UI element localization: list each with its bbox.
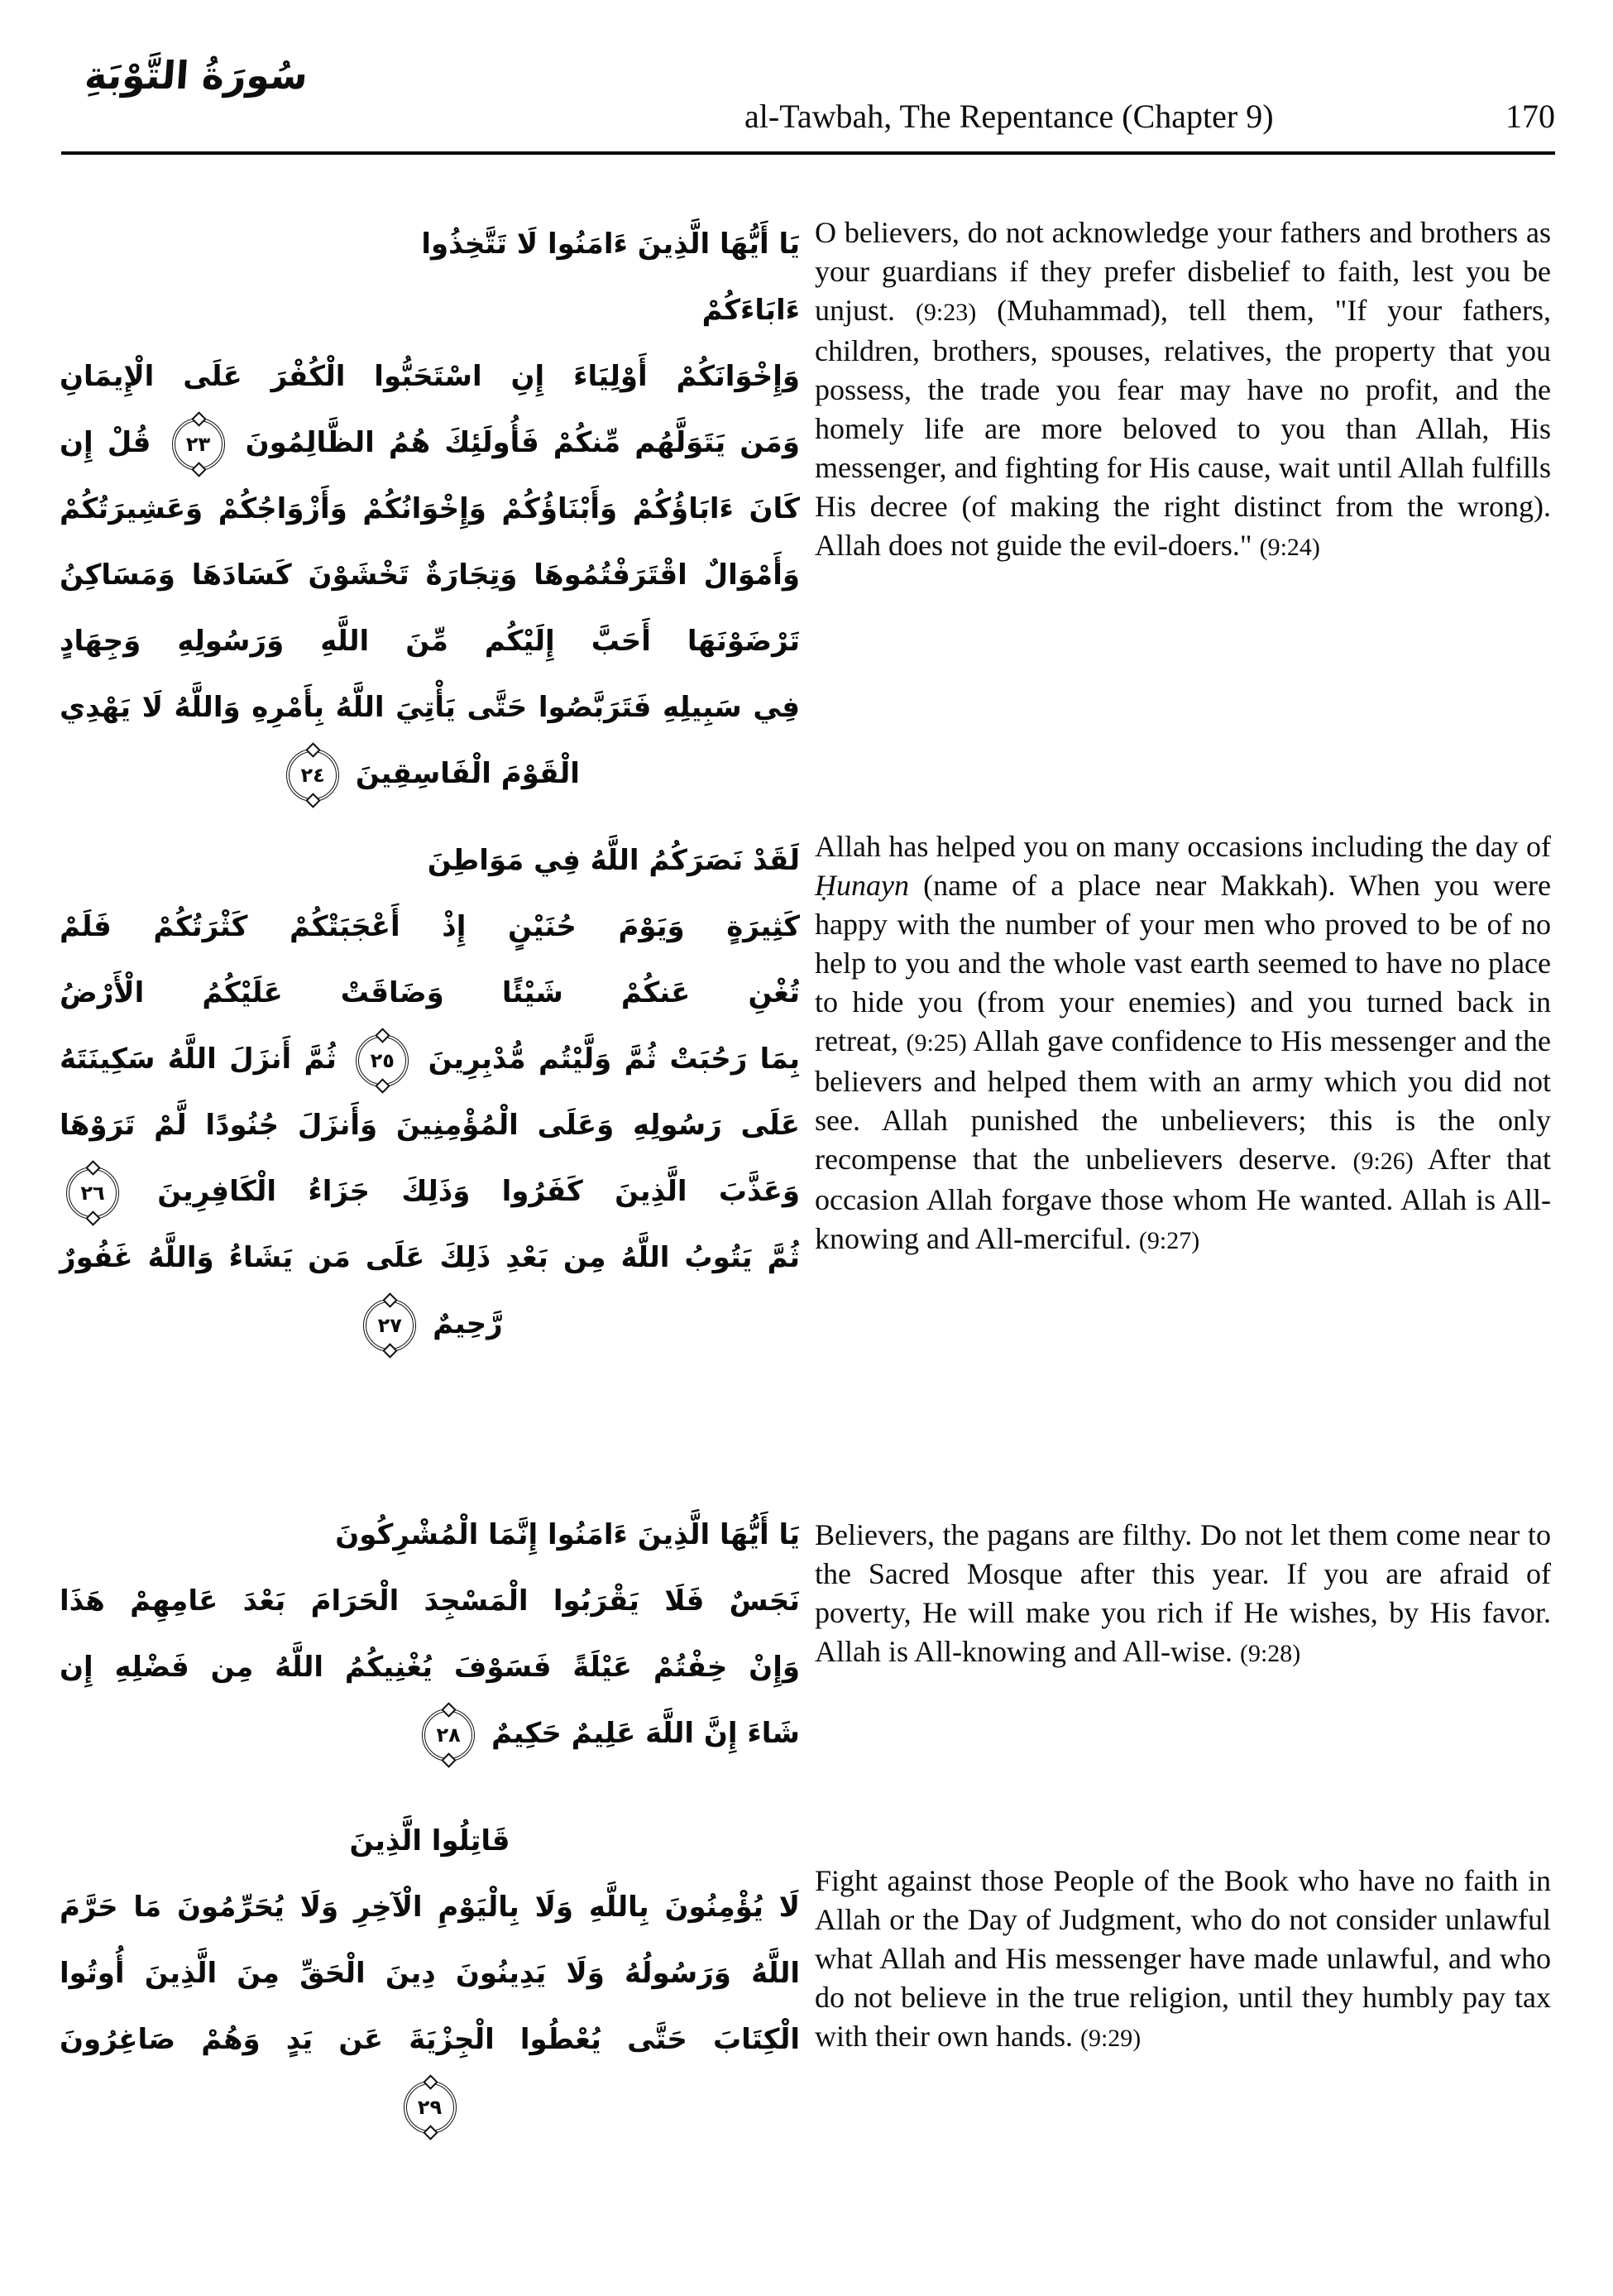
arabic-line: لَقَدْ نَصَرَكُمُ اللَّهُ فِي مَوَاطِنَ xyxy=(427,844,800,877)
arabic-verse-block-4 xyxy=(60,1808,800,2139)
english-column xyxy=(815,0,1551,2296)
arabic-line: يَا أَيُّهَا الَّذِينَ ءَامَنُوا إِنَّمَا الْمُشْرِكُونَ xyxy=(335,1518,800,1551)
arabic-verse-block-1 xyxy=(60,211,800,807)
arabic-line: اللَّهُ وَرَسُولُهُ وَلَا يَدِينُونَ دِينَ الْحَقِّ مِنَ الَّذِينَ أُوتُوا xyxy=(60,1957,800,1990)
arabic-line: لَا يُؤْمِنُونَ بِاللَّهِ وَلَا بِالْيَوْمِ الْآخِرِ وَلَا يُحَرِّمُونَ مَا حَرَّمَ xyxy=(60,1891,800,1924)
verse-end-rosette-icon xyxy=(363,1299,416,1352)
arabic-line: بِمَا رَحُبَتْ ثُمَّ وَلَّيْتُم مُّدْبِرِينَ ٢٥ ثُمَّ أَنزَلَ اللَّهُ سَكِينَتَهُ xyxy=(60,1026,800,1092)
verse-number-arabic: ٢٦ xyxy=(80,1181,105,1205)
arabic-line: وَإِنْ خِفْتُمْ عَيْلَةً فَسَوْفَ يُغْنِيكُمُ اللَّهُ مِن فَضْلِهِ إِن xyxy=(60,1651,800,1684)
arabic-line: كَانَ ءَابَاؤُكُمْ وَأَبْنَاؤُكُمْ وَإِخْوَانُكُمْ وَأَزْوَاجُكُمْ وَعَشِيرَتُكُمْ xyxy=(60,492,800,525)
arabic-line: كَثِيرَةٍ وَيَوْمَ حُنَيْنٍ إِذْ أَعْجَبَتْكُمْ كَثْرَتُكُمْ فَلَمْ xyxy=(60,910,800,943)
translation-paragraph-1: O believers, do not acknowledge your fathers and brothers as your guardians if they prefer disbelief to faith, lest you be unjust. (9:23) (Muhammad), tell them, "If your fathers, children, brothers, spouses, relatives, the property that you possess, the trade you fear may have no profit, and the homely life are more beloved to you than Allah, His messenger, and fighting for His cause, wait until Allah fulfills His decree (of making the right distinct from the wrong). Allah does not guide the evil-doers." (9:24) xyxy=(815,216,1551,562)
verse-reference: (9:27) xyxy=(1138,1227,1200,1254)
verse-number-arabic: ٢٣ xyxy=(185,432,211,456)
verse-end-rosette-icon xyxy=(404,2081,457,2134)
arabic-line: تُغْنِ عَنكُمْ شَيْئًا وَضَاقَتْ عَلَيْكُمُ الْأَرْضُ xyxy=(60,976,800,1009)
verse-reference: (9:29) xyxy=(1079,2025,1142,2052)
verse-reference: (9:23) xyxy=(915,299,977,326)
verse-end-rosette-icon xyxy=(286,749,339,802)
page-number: 170 xyxy=(1505,98,1555,135)
page-header-title: al-Tawbah, The Repentance (Chapter 9) xyxy=(744,98,1274,135)
arabic-line: وَإِخْوَانَكُمْ أَوْلِيَاءَ إِنِ اسْتَحَبُّوا الْكُفْرَ عَلَى الْإِيمَانِ xyxy=(60,360,800,393)
arabic-line: يَا أَيُّهَا الَّذِينَ ءَامَنُوا لَا تَتَّخِذُوا ءَابَاءَكُمْ xyxy=(421,228,800,327)
arabic-line: عَلَى رَسُولِهِ وَعَلَى الْمُؤْمِنِينَ وَأَنزَلَ جُنُودًا لَّمْ تَرَوْهَا xyxy=(60,1109,800,1142)
arabic-line xyxy=(60,2073,800,2139)
verse-reference: (9:26) xyxy=(1352,1148,1414,1175)
verse-reference: (9:24) xyxy=(1259,534,1320,561)
verse-number-arabic: ٢٤ xyxy=(300,763,325,787)
verse-reference: (9:28) xyxy=(1239,1640,1301,1667)
verse-end-rosette-icon xyxy=(172,418,225,471)
translation-paragraph-3: Believers, the pagans are filthy. Do not let them come near to the Sacred Mosque after this year. If you are afraid of poverty, He will make you rich if He wishes, by His favor. Allah is All-knowing and All-wise. (9:28) xyxy=(815,1518,1551,1668)
verse-end-rosette-icon xyxy=(356,1034,409,1087)
arabic-line: تَرْضَوْنَهَا أَحَبَّ إِلَيْكُم مِّنَ اللَّهِ وَرَسُولِهِ وَجِهَادٍ xyxy=(60,625,800,658)
arabic-line: الْكِتَابَ حَتَّى يُعْطُوا الْجِزْيَةَ عَن يَدٍ وَهُمْ صَاغِرُونَ xyxy=(60,2023,800,2056)
arabic-line: وَعَذَّبَ الَّذِينَ كَفَرُوا وَذَلِكَ جَزَاءُ الْكَافِرِينَ ٢٦ xyxy=(60,1158,800,1225)
verse-reference: (9:25) xyxy=(906,1029,967,1057)
verse-number-arabic: ٢٧ xyxy=(377,1313,402,1337)
arabic-line: الْقَوْمَ الْفَاسِقِينَ ٢٤ xyxy=(60,741,800,807)
translation-paragraph-4: Fight against those People of the Book who have no faith in Allah or the Day of Judgment, who do not consider unlawful what Allah and His messenger have made unlawful, and who do not believe in the true religion, until they humbly pay tax with their own hands. (9:29) xyxy=(815,1864,1551,2053)
arabic-line: قَاتِلُوا الَّذِينَ xyxy=(349,1824,510,1857)
verse-number-arabic: ٢٩ xyxy=(417,2095,443,2119)
translation-paragraph-2: Allah has helped you on many occasions including the day of Ḥunayn (name of a place near Makkah). When you were happy with the number of your men who proved to be of no help to you and the whole vast earth seemed to have no place to hide you (from your enemies) and you turned back in retreat, (9:25) Allah gave confidence to His messenger and the believers and helped them with an army which you did not see. Allah punished the unbelievers; this is the only recompense that the unbelievers deserve. (9:26) After that occasion Allah forgave those whom He wanted. Allah is All-knowing and All-merciful. (9:27) xyxy=(815,830,1552,1255)
arabic-line: نَجَسٌ فَلَا يَقْرَبُوا الْمَسْجِدَ الْحَرَامَ بَعْدَ عَامِهِمْ هَذَا xyxy=(60,1584,800,1618)
arabic-line: وَأَمْوَالٌ اقْتَرَفْتُمُوهَا وَتِجَارَةٌ تَخْشَوْنَ كَسَادَهَا وَمَسَاكِنُ xyxy=(60,558,800,592)
arabic-line: فِي سَبِيلِهِ فَتَرَبَّصُوا حَتَّى يَأْتِيَ اللَّهُ بِأَمْرِهِ وَاللَّهُ لَا يَهْدِي xyxy=(60,691,800,724)
verse-end-rosette-icon xyxy=(66,1167,119,1220)
verse-end-rosette-icon xyxy=(422,1709,475,1762)
arabic-verse-block-2 xyxy=(60,827,800,1357)
arabic-line: وَمَن يَتَوَلَّهُم مِّنكُمْ فَأُولَئِكَ هُمُ الظَّالِمُونَ ٢٣ قُلْ إِن xyxy=(60,410,800,476)
arabic-line: شَاءَ إِنَّ اللَّهَ عَلِيمٌ حَكِيمٌ ٢٨ xyxy=(60,1700,800,1766)
arabic-verse-block-3 xyxy=(60,1502,800,1766)
transliterated-name: Ḥunayn xyxy=(815,869,909,902)
surah-calligraphy-logo: سُورَةُ التَّوْبَةِ xyxy=(83,53,309,98)
verse-number-arabic: ٢٨ xyxy=(436,1723,461,1747)
arabic-line: رَّحِيمٌ ٢٧ xyxy=(60,1291,800,1357)
arabic-line: ثُمَّ يَتُوبُ اللَّهُ مِن بَعْدِ ذَلِكَ عَلَى مَن يَشَاءُ وَاللَّهُ غَفُورٌ xyxy=(60,1241,800,1274)
arabic-column xyxy=(60,0,800,2296)
verse-number-arabic: ٢٥ xyxy=(370,1048,395,1072)
